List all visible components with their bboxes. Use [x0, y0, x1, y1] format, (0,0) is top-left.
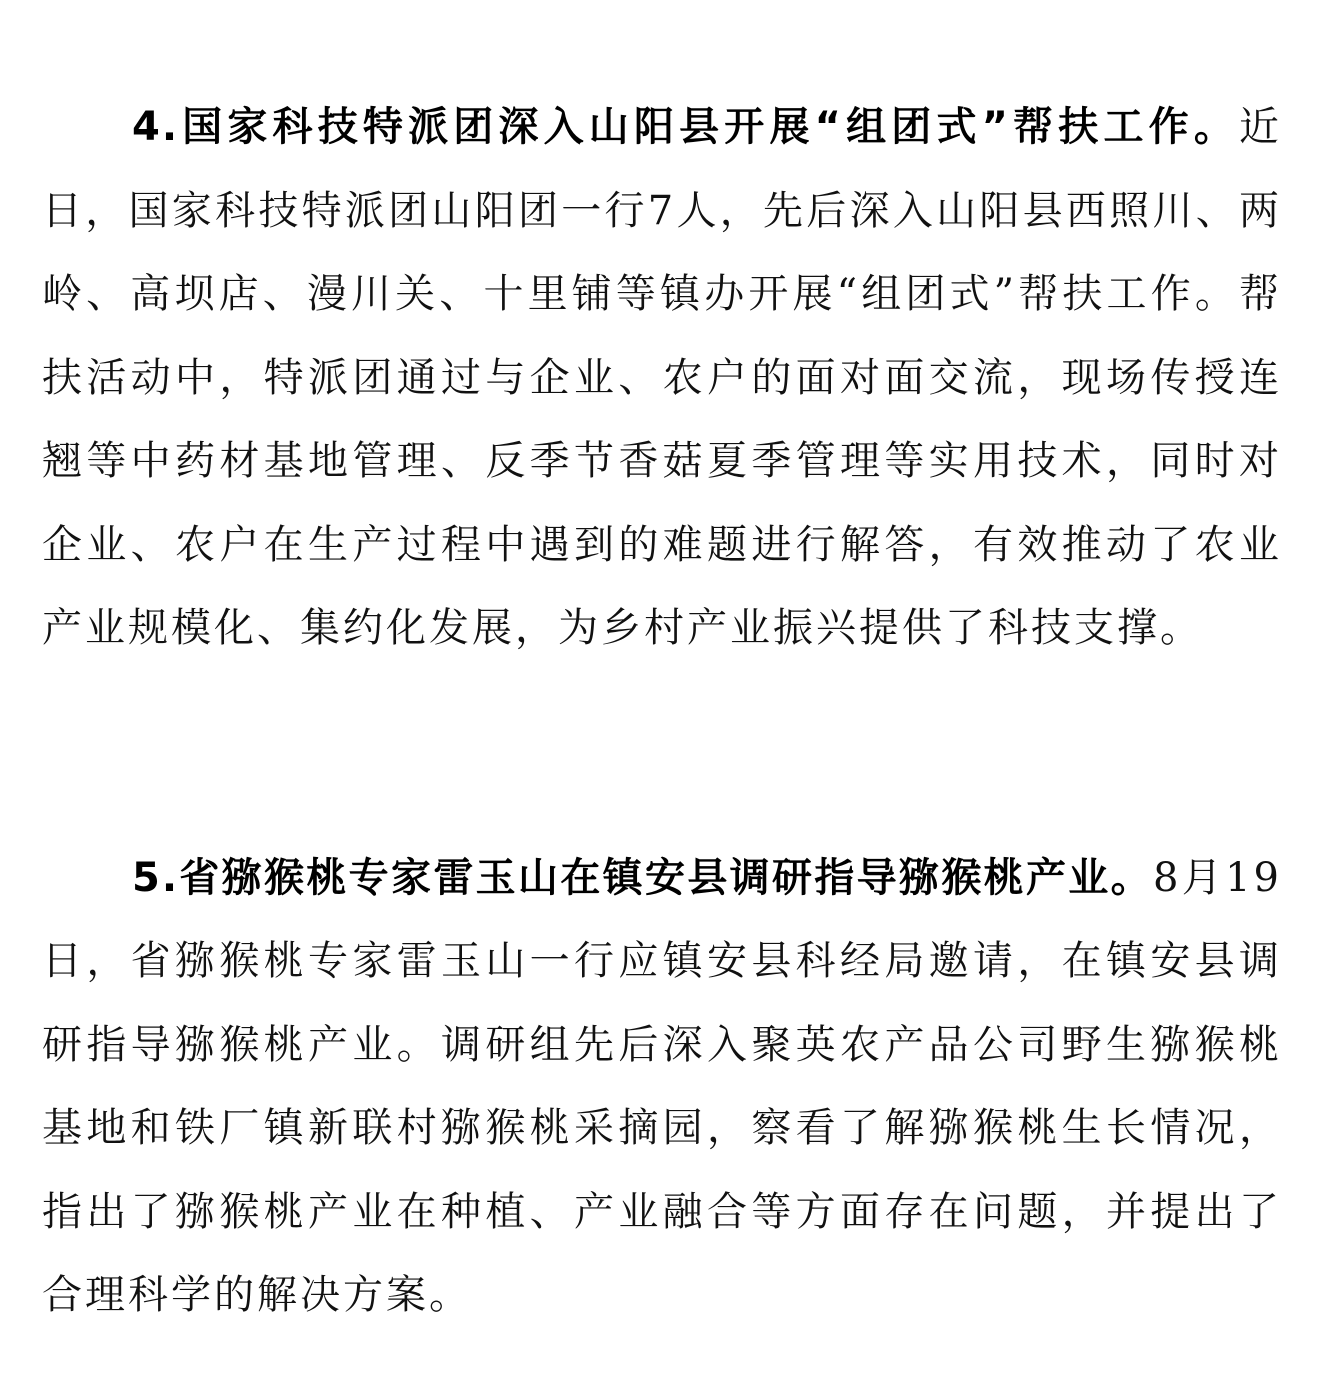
news-item-5-heading: 5.省猕猴桃专家雷玉山在镇安县调研指导猕猴桃产业。	[132, 854, 1153, 901]
news-item-5	[42, 837, 1282, 1338]
news-item-5-body: 8月19日，省猕猴桃专家雷玉山一行应镇安县科经局邀请，在镇安县调研指导猕猴桃产业。调研组先后深入聚英农产品公司野生猕猴桃基地和铁厂镇新联村猕猴桃采摘园，察看了解猕猴桃生长情况，指出了猕猴桃产业在种植、产业融合等方面存在问题，并提出了合理科学的解决方案。	[42, 854, 1282, 1318]
news-item-4-body: 近日，国家科技特派团山阳团一行7人，先后深入山阳县西照川、两岭、高坝店、漫川关、十里铺等镇办开展“组团式”帮扶工作。帮扶活动中，特派团通过与企业、农户的面对面交流，现场传授连翘等中药材基地管理、反季节香菇夏季管理等实用技术，同时对企业、农户在生产过程中遇到的难题进行解答，有效推动了农业产业规模化、集约化发展，为乡村产业振兴提供了科技支撑。	[42, 104, 1282, 651]
paragraph-spacer	[42, 671, 1282, 837]
news-item-4-heading: 4.国家科技特派团深入山阳县开展“组团式”帮扶工作。	[132, 104, 1239, 150]
news-item-4	[42, 86, 1282, 671]
document-page	[42, 86, 1282, 1338]
